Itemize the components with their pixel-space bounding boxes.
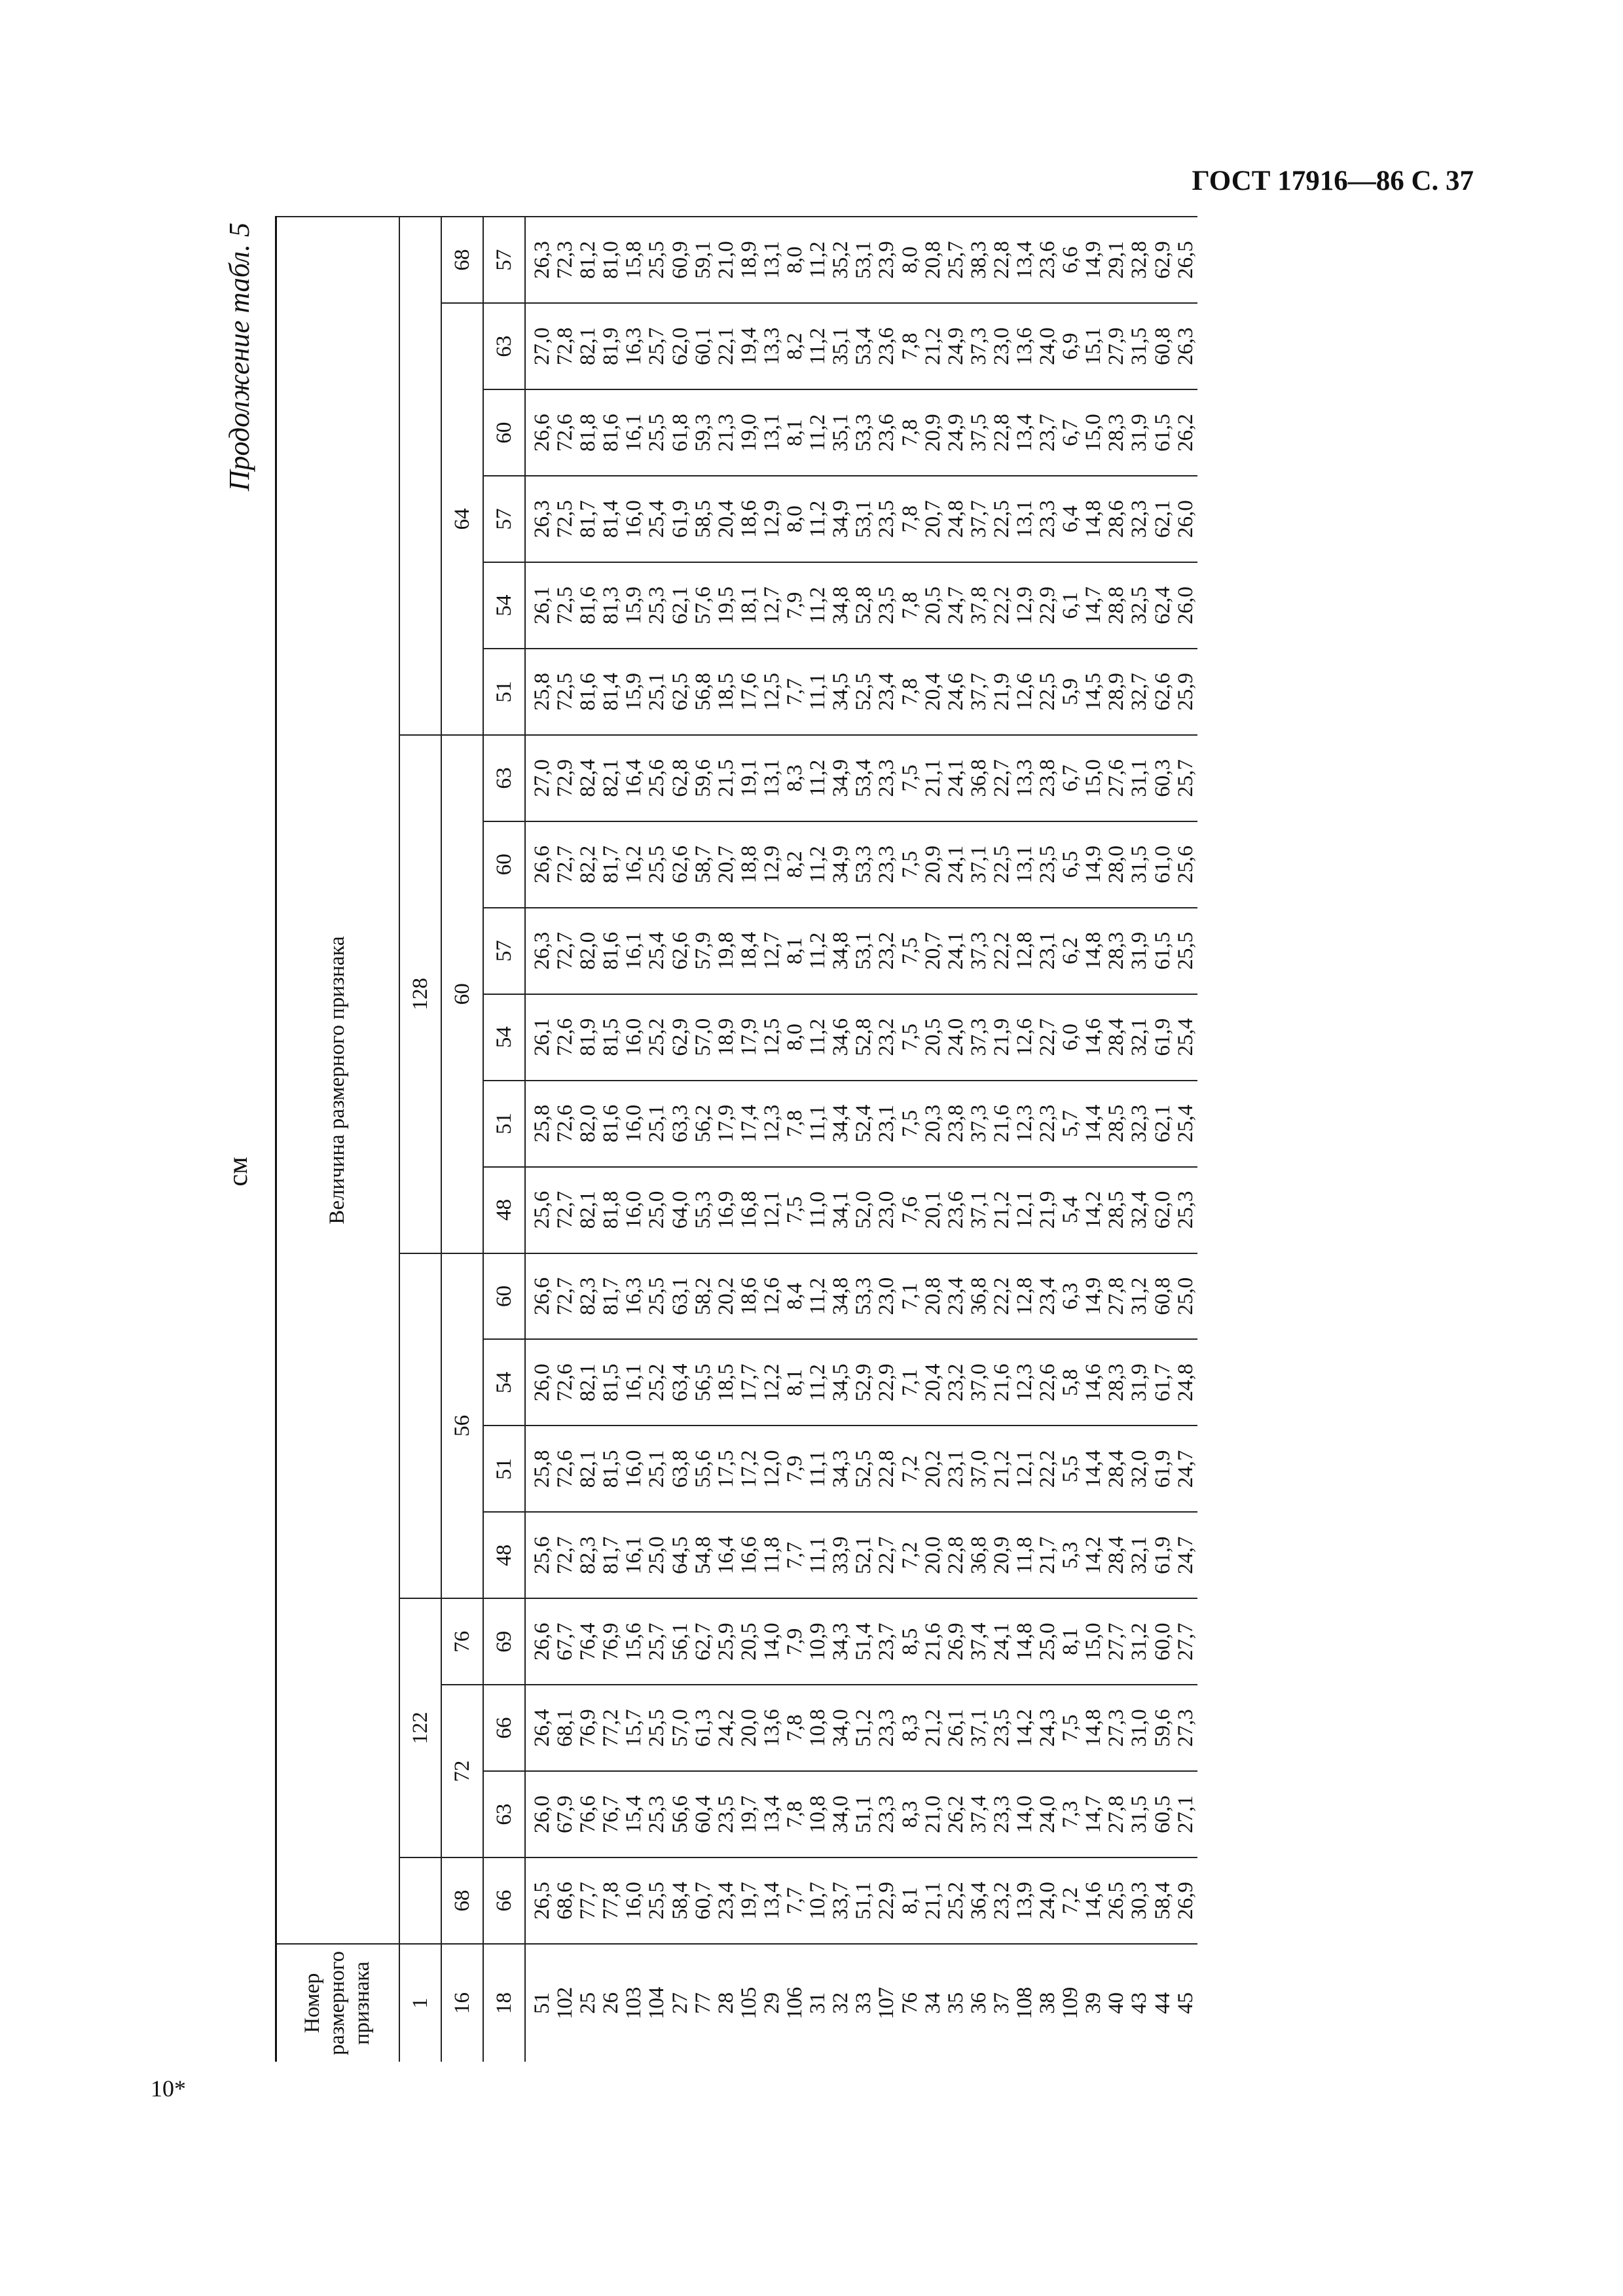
value-column: 26,3 72,5 81,7 81,4 16,0 25,4 61,9 58,5 20,4 18,6 12,9 8,0 11,2 34,9 53,1 23,5 7,8 20,7 24,8 37,7 22,5 13,1 23,3 6,4 14,8 28,6 32,3 62,1 26,0 [525,476,1197,562]
value-column: 25,8 72,5 81,6 81,4 15,9 25,1 62,5 56,8 18,5 17,6 12,5 7,7 11,1 34,5 52,5 23,4 7,8 20,4 24,6 37,7 21,9 12,6 22,5 5,9 14,5 28,9 32,7 62,6 25,9 [525,649,1197,735]
row3-col: 57 [483,476,525,562]
row3-col: 54 [483,994,525,1081]
value-column: 25,8 72,6 82,0 81,6 16,0 25,1 63,3 56,2 17,9 17,4 12,3 7,8 11,1 34,4 52,4 23,1 7,5 20,3 23,8 37,3 21,6 12,3 22,3 5,7 14,4 28,5 32,3 62,1 25,4 [525,1081,1197,1167]
value-column: 26,4 68,1 76,9 77,2 15,7 25,5 57,0 61,3 24,2 20,0 13,6 7,8 10,8 34,0 51,2 23,3 8,3 21,2 26,1 37,1 23,5 14,2 24,3 7,5 14,8 27,3 31,0 59,6 27,3 [525,1685,1197,1771]
col-header-feature-number: Номер размерного признака [276,1944,400,2062]
row3-col: 48 [483,1512,525,1598]
row2-68b: 68 [441,217,483,303]
value-column: 26,1 72,5 81,6 81,3 15,9 25,3 62,1 57,6 19,5 18,1 12,7 7,9 11,2 34,8 52,8 23,5 7,8 20,5 24,7 37,8 22,2 12,9 22,9 6,1 14,7 28,8 32,5 62,4 26,0 [525,562,1197,649]
row1-128: 128 [399,735,441,1253]
row3-col: 63 [483,1771,525,1857]
group-header: Величина размерного признака [276,217,400,1944]
value-column: 27,0 72,8 82,1 81,9 16,3 25,7 62,0 60,1 22,1 19,4 13,3 8,2 11,2 35,1 53,4 23,6 7,8 21,2 24,9 37,3 23,0 13,6 24,0 6,9 15,1 27,9 31,5 60,8 26,3 [525,303,1197,389]
row-id-column: 51 102 25 26 103 104 27 77 28 105 29 106 31 32 33 107 76 34 35 36 37 108 38 109 39 40 43 44 45 [525,1944,1197,2062]
units-label: см [223,1157,253,1187]
row3-col: 48 [483,1167,525,1253]
value-column: 26,5 68,6 77,7 77,8 16,0 25,5 58,4 60,7 23,4 19,7 13,4 7,7 10,7 33,7 51,1 22,9 8,1 21,1 25,2 36,4 23,2 13,9 24,0 7,2 14,6 26,5 30,3 58,4 26,9 [525,1857,1197,1944]
row3-col: 63 [483,303,525,389]
value-column: 26,6 72,6 81,8 81,6 16,1 25,5 61,8 59,3 21,3 19,0 13,1 8,1 11,2 35,1 53,3 23,6 7,8 20,9 24,9 37,5 22,8 13,4 23,7 6,7 15,0 28,3 31,9 61,5 26,2 [525,389,1197,476]
value-column: 26,0 67,9 76,6 76,7 15,4 25,3 56,6 60,4 23,5 19,7 13,4 7,8 10,8 34,0 51,1 23,3 8,3 21,0 26,2 37,4 23,3 14,0 24,0 7,3 14,7 27,8 31,5 60,5 27,1 [525,1771,1197,1857]
row3-col: 54 [483,1339,525,1426]
value-column: 26,6 72,7 82,3 81,7 16,3 25,5 63,1 58,2 20,2 18,6 12,6 8,4 11,2 34,8 53,3 23,0 7,1 20,8 23,4 36,8 22,2 12,8 23,4 6,3 14,9 27,8 31,2 60,8 25,0 [525,1253,1197,1340]
value-column: 26,6 72,7 82,2 81,7 16,2 25,5 62,6 58,7 20,7 18,8 12,9 8,2 11,2 34,9 53,3 23,3 7,5 20,9 24,1 37,1 22,5 13,1 23,5 6,5 14,9 28,0 31,5 61,0 25,6 [525,821,1197,908]
rotated-table-area [196,216,1473,2127]
value-column: 25,6 72,7 82,3 81,7 16,1 25,0 64,5 54,8 16,4 16,6 11,8 7,7 11,1 33,9 52,1 22,7 7,2 20,0 22,8 36,8 20,9 11,8 21,7 5,3 14,2 28,4 32,1 61,9 24,7 [525,1512,1197,1598]
value-column: 25,6 72,7 82,1 81,8 16,0 25,0 64,0 55,3 16,9 16,8 12,1 7,5 11,0 34,1 52,0 23,0 7,6 20,1 23,6 37,1 21,2 12,1 21,9 5,4 14,2 28,5 32,4 62,0 25,3 [525,1167,1197,1253]
row3-col: 66 [483,1857,525,1944]
row2-64: 64 [441,303,483,735]
row1-blank [399,1857,441,1944]
row1-label: 1 [399,1944,441,2062]
value-column: 26,3 72,3 81,2 81,0 15,8 25,5 60,9 59,1 21,0 18,9 13,1 8,0 11,2 35,2 53,1 23,9 8,0 20,8 25,7 38,3 22,8 13,4 23,6 6,6 14,9 29,1 32,8 62,9 26,5 [525,217,1197,303]
value-column: 26,1 72,6 81,9 81,5 16,0 25,2 62,9 57,0 18,9 17,9 12,5 8,0 11,2 34,6 52,8 23,2 7,5 20,5 24,0 37,3 21,9 12,6 22,7 6,0 14,6 28,4 32,1 61,9 25,4 [525,994,1197,1081]
row3-col: 63 [483,735,525,821]
value-column: 26,3 72,7 82,0 81,6 16,1 25,4 62,6 57,9 19,8 18,4 12,7 8,1 11,2 34,8 53,1 23,2 7,5 20,7 24,1 37,3 22,2 12,8 23,1 6,2 14,8 28,3 31,9 61,5 25,5 [525,908,1197,994]
row2-60: 60 [441,735,483,1253]
row2-68: 68 [441,1857,483,1944]
row3-col: 51 [483,649,525,735]
row3-col: 51 [483,1426,525,1512]
value-column: 26,6 67,7 76,4 76,9 15,6 25,7 56,1 62,7 25,9 20,5 14,0 7,9 10,9 34,3 51,4 23,7 8,5 21,6 26,9 37,4 24,1 14,8 25,0 8,1 15,0 27,7 31,2 60,0 27,7 [525,1598,1197,1685]
row3-label: 18 [483,1944,525,2062]
row1-blank-3 [399,217,441,735]
row3-col: 60 [483,389,525,476]
value-column: 26,0 72,6 82,1 81,5 16,1 25,2 63,4 56,5 18,5 17,7 12,2 8,1 11,2 34,5 52,9 22,9 7,1 20,4 23,2 37,0 21,6 12,3 22,6 5,8 14,6 28,3 31,9 61,7 24,8 [525,1339,1197,1426]
row2-72: 72 [441,1685,483,1857]
row1-blank-2 [399,1253,441,1599]
row2-label: 16 [441,1944,483,2062]
row3-col: 66 [483,1685,525,1771]
row2-76: 76 [441,1598,483,1685]
page-number: 10* [151,2075,186,2102]
row3-col: 57 [483,908,525,994]
row3-col: 54 [483,562,525,649]
row3-col: 57 [483,217,525,303]
continuation-label: Продолжение табл. 5 [223,223,255,492]
row3-col: 60 [483,1253,525,1340]
row2-56: 56 [441,1253,483,1599]
page-header: ГОСТ 17916—86 С. 37 [1192,166,1474,196]
value-column: 25,8 72,6 82,1 81,5 16,0 25,1 63,8 55,6 17,5 17,2 12,0 7,9 11,1 34,3 52,5 22,8 7,2 20,2 23,1 37,0 21,2 12,1 22,2 5,5 14,4 28,4 32,0 61,9 24,7 [525,1426,1197,1512]
value-column: 27,0 72,9 82,4 82,1 16,4 25,6 62,8 59,6 21,5 19,1 13,1 8,3 11,2 34,9 53,4 23,3 7,5 21,1 24,1 36,8 22,7 13,3 23,8 6,7 15,0 27,6 31,1 60,3 25,7 [525,735,1197,821]
row3-col: 69 [483,1598,525,1685]
row3-col: 60 [483,821,525,908]
row1-122: 122 [399,1598,441,1857]
row3-col: 51 [483,1081,525,1167]
data-table [275,216,1197,2062]
